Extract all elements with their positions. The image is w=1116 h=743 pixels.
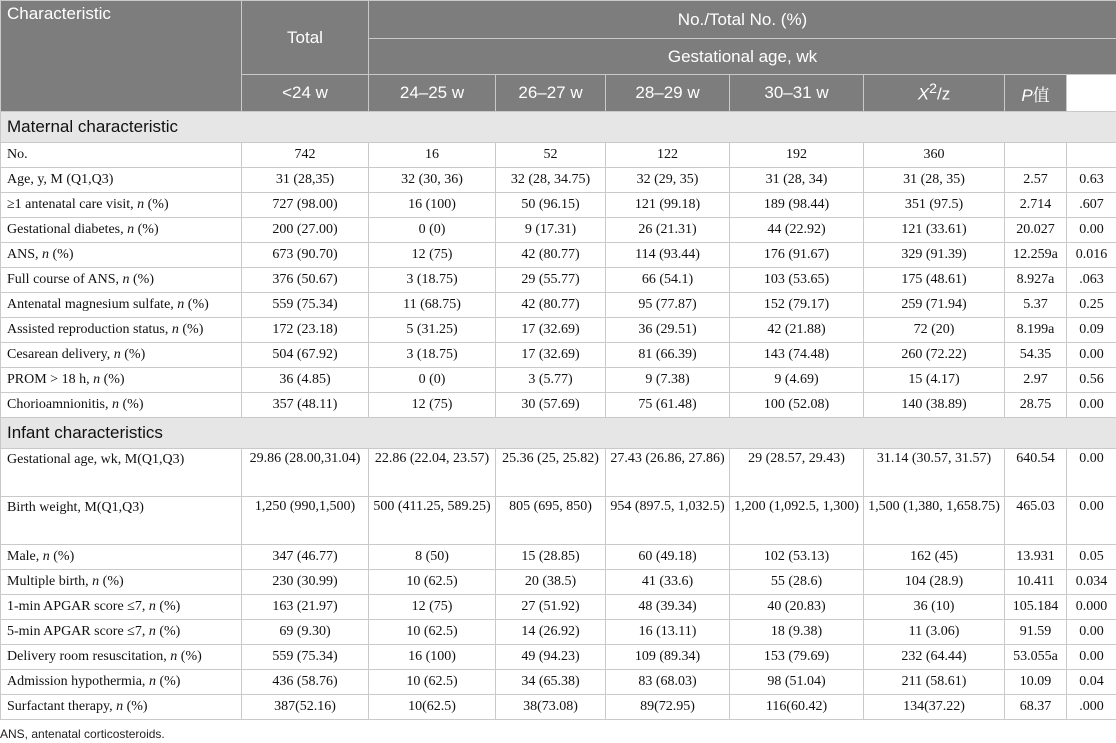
table-row: [1, 449, 1116, 497]
row-label-text: Male,: [7, 549, 43, 564]
table-cell: 32 (29, 35): [606, 168, 730, 193]
row-label: [1, 695, 242, 720]
table-cell: 192: [730, 143, 864, 168]
row-label-suffix: (%): [155, 599, 181, 614]
table-cell: 9 (7.38): [606, 368, 730, 393]
table-cell: 3 (18.75): [369, 343, 496, 368]
row-label-text: Admission hypothermia,: [7, 674, 149, 689]
table-row: [1, 497, 1116, 545]
table-cell: 232 (64.44): [864, 645, 1005, 670]
table-cell: 10 (62.5): [369, 620, 496, 645]
row-label: [1, 293, 242, 318]
table-cell: 0 (0): [369, 218, 496, 243]
table-row: [1, 143, 1116, 168]
table-cell: 100 (52.08): [730, 393, 864, 418]
table-cell: 29 (55.77): [496, 268, 606, 293]
table-cell: 2.97: [1005, 368, 1067, 393]
table-row: [1, 570, 1116, 595]
table-cell: 189 (98.44): [730, 193, 864, 218]
p-suffix: 值: [1032, 85, 1050, 105]
table-body: [1, 112, 1116, 720]
table-cell: 12 (75): [369, 595, 496, 620]
table-cell: 5 (31.25): [369, 318, 496, 343]
table-cell: 16: [369, 143, 496, 168]
row-label: [1, 670, 242, 695]
row-label-suffix: (%): [119, 397, 144, 412]
table-cell: 172 (23.18): [242, 318, 369, 343]
table-cell: 10 (62.5): [369, 670, 496, 695]
table-row: [1, 293, 1116, 318]
table-cell: 20 (38.5): [496, 570, 606, 595]
table-cell: 0.63: [1067, 168, 1116, 193]
table-cell: 387(52.16): [242, 695, 369, 720]
table-row: [1, 368, 1116, 393]
row-label-text: 1-min APGAR score ≤7,: [7, 599, 149, 614]
table-row: [1, 268, 1116, 293]
table-cell: 60 (49.18): [606, 545, 730, 570]
section-row-maternal: [1, 112, 1116, 143]
table-cell: 9 (4.69): [730, 368, 864, 393]
table-cell: 32 (28, 34.75): [496, 168, 606, 193]
row-label-text: ≥1 antenatal care visit,: [7, 197, 138, 212]
row-label-text: Full course of ANS,: [7, 272, 123, 287]
table-cell: 72 (20): [864, 318, 1005, 343]
table-cell: 0.016: [1067, 243, 1116, 268]
table-cell: 2.714: [1005, 193, 1067, 218]
table-cell: 50 (96.15): [496, 193, 606, 218]
table-cell: 259 (71.94): [864, 293, 1005, 318]
table-cell: 1,200 (1,092.5, 1,300): [730, 497, 864, 545]
table-cell: 211 (58.61): [864, 670, 1005, 695]
row-label-suffix: (%): [134, 222, 159, 237]
table-cell: 163 (21.97): [242, 595, 369, 620]
table-cell: 0.00: [1067, 620, 1116, 645]
row-label-text: Surfactant therapy,: [7, 699, 117, 714]
table-cell: 3 (18.75): [369, 268, 496, 293]
table-cell: [1067, 143, 1116, 168]
row-label-text: Multiple birth,: [7, 574, 93, 589]
table-cell: 42 (21.88): [730, 318, 864, 343]
table-cell: 140 (38.89): [864, 393, 1005, 418]
row-label-suffix: (%): [120, 347, 146, 362]
table-cell: 805 (695, 850): [496, 497, 606, 545]
row-label-n: n: [177, 297, 185, 312]
table-row: [1, 695, 1116, 720]
row-label: [1, 368, 242, 393]
row-label: [1, 620, 242, 645]
table-cell: .607: [1067, 193, 1116, 218]
table-row: [1, 168, 1116, 193]
table-cell: 640.54: [1005, 449, 1067, 497]
table-cell: 436 (58.76): [242, 670, 369, 695]
table-header: [1, 1, 1116, 112]
row-label: [1, 497, 242, 545]
table-cell: 54.35: [1005, 343, 1067, 368]
row-label-n: n: [113, 347, 121, 362]
table-cell: 55 (28.6): [730, 570, 864, 595]
section-title-maternal: Maternal characteristic: [1, 112, 1116, 143]
table-cell: 16 (13.11): [606, 620, 730, 645]
table-cell: 12 (75): [369, 393, 496, 418]
table-cell: 357 (48.11): [242, 393, 369, 418]
table-cell: 69 (9.30): [242, 620, 369, 645]
row-label-text: 5-min APGAR score ≤7,: [7, 624, 149, 639]
header-col-chi: [864, 75, 1005, 112]
table-cell: 11 (3.06): [864, 620, 1005, 645]
table-cell: 500 (411.25, 589.25): [369, 497, 496, 545]
table-cell: 105.184: [1005, 595, 1067, 620]
row-label: [1, 645, 242, 670]
table-cell: 75 (61.48): [606, 393, 730, 418]
table-cell: 143 (74.48): [730, 343, 864, 368]
row-label: [1, 545, 242, 570]
table-cell: 954 (897.5, 1,032.5): [606, 497, 730, 545]
table-cell: 230 (30.99): [242, 570, 369, 595]
row-label-n: n: [171, 322, 179, 337]
table-cell: 17 (32.69): [496, 343, 606, 368]
table-cell: 34 (65.38): [496, 670, 606, 695]
row-label-suffix: (%): [129, 272, 154, 287]
table-cell: 68.37: [1005, 695, 1067, 720]
row-label-suffix: (%): [178, 322, 204, 337]
table-cell: 29.86 (28.00,31.04): [242, 449, 369, 497]
row-label-text: Delivery room resuscitation,: [7, 649, 171, 664]
table-cell: 10.09: [1005, 670, 1067, 695]
row-label: [1, 449, 242, 497]
table-cell: 0.25: [1067, 293, 1116, 318]
row-label-text: Age, y, M (Q1,Q3): [7, 172, 114, 187]
table-cell: 11 (68.75): [369, 293, 496, 318]
row-label-text: Gestational diabetes,: [7, 222, 128, 237]
table-cell: 36 (29.51): [606, 318, 730, 343]
table-cell: 0.00: [1067, 393, 1116, 418]
row-label-n: n: [92, 574, 100, 589]
table-cell: 465.03: [1005, 497, 1067, 545]
row-label-suffix: (%): [49, 247, 74, 262]
table-cell: 95 (77.87): [606, 293, 730, 318]
table-cell: 44 (22.92): [730, 218, 864, 243]
table-cell: 0.04: [1067, 670, 1116, 695]
row-label-suffix: (%): [100, 372, 125, 387]
table-cell: 742: [242, 143, 369, 168]
table-cell: 176 (91.67): [730, 243, 864, 268]
row-label-n: n: [42, 549, 50, 564]
table-cell: 504 (67.92): [242, 343, 369, 368]
table-cell: 53.055a: [1005, 645, 1067, 670]
table-row: [1, 645, 1116, 670]
table-cell: 347 (46.77): [242, 545, 369, 570]
table-footnote: ANS, antenatal corticosteroids.: [0, 727, 165, 741]
row-label-text: ANS,: [7, 247, 43, 262]
table-cell: 10(62.5): [369, 695, 496, 720]
table-row: [1, 343, 1116, 368]
row-label-suffix: (%): [123, 699, 148, 714]
header-col-lt24: <24 w: [242, 75, 369, 112]
row-label-suffix: (%): [184, 297, 209, 312]
table-cell: 3 (5.77): [496, 368, 606, 393]
row-label-text: Assisted reproduction status,: [7, 322, 172, 337]
table-cell: [1005, 143, 1067, 168]
table-cell: 14 (26.92): [496, 620, 606, 645]
row-label-suffix: (%): [49, 549, 75, 564]
row-label-suffix: (%): [155, 624, 181, 639]
table-cell: 31 (28, 35): [864, 168, 1005, 193]
table-cell: 81 (66.39): [606, 343, 730, 368]
table-row: [1, 318, 1116, 343]
row-label-text: Antenatal magnesium sulfate,: [7, 297, 178, 312]
header-characteristic: Characteristic: [1, 1, 242, 112]
table-cell: 31 (28, 34): [730, 168, 864, 193]
table-cell: 0.09: [1067, 318, 1116, 343]
row-label-text: PROM > 18 h,: [7, 372, 94, 387]
table-cell: 2.57: [1005, 168, 1067, 193]
row-label: [1, 595, 242, 620]
table-cell: .063: [1067, 268, 1116, 293]
row-label: [1, 168, 242, 193]
table-cell: 22.86 (22.04, 23.57): [369, 449, 496, 497]
row-label: [1, 218, 242, 243]
table-cell: 116(60.42): [730, 695, 864, 720]
table-cell: 25.36 (25, 25.82): [496, 449, 606, 497]
row-label-n: n: [148, 674, 156, 689]
table-cell: 200 (27.00): [242, 218, 369, 243]
table-cell: 36 (4.85): [242, 368, 369, 393]
row-label-n: n: [137, 197, 145, 212]
row-label-n: n: [42, 247, 50, 262]
header-col-24-25: 24–25 w: [369, 75, 496, 112]
header-col-26-27: 26–27 w: [496, 75, 606, 112]
table-cell: 122: [606, 143, 730, 168]
row-label-n: n: [127, 222, 135, 237]
table-cell: 27.43 (26.86, 27.86): [606, 449, 730, 497]
table-cell: 559 (75.34): [242, 293, 369, 318]
row-label: [1, 343, 242, 368]
row-label: [1, 393, 242, 418]
row-label-n: n: [148, 599, 156, 614]
table-cell: 91.59: [1005, 620, 1067, 645]
row-label-text: Cesarean delivery,: [7, 347, 114, 362]
table-cell: 162 (45): [864, 545, 1005, 570]
chi-tail: /z: [936, 84, 951, 104]
table-cell: 0.00: [1067, 645, 1116, 670]
table-cell: 10 (62.5): [369, 570, 496, 595]
table-row: [1, 193, 1116, 218]
table-cell: 29 (28.57, 29.43): [730, 449, 864, 497]
table-cell: 0.00: [1067, 449, 1116, 497]
table-cell: 8 (50): [369, 545, 496, 570]
table-cell: 16 (100): [369, 645, 496, 670]
row-label: [1, 268, 242, 293]
row-label-suffix: (%): [144, 197, 169, 212]
table-cell: 16 (100): [369, 193, 496, 218]
row-label-suffix: (%): [177, 649, 202, 664]
table-cell: 1,250 (990,1,500): [242, 497, 369, 545]
table-cell: 5.37: [1005, 293, 1067, 318]
chi-symbol: X: [917, 84, 930, 104]
table-cell: 66 (54.1): [606, 268, 730, 293]
table-cell: 1,500 (1,380, 1,658.75): [864, 497, 1005, 545]
table-cell: 0.00: [1067, 497, 1116, 545]
row-label: [1, 143, 242, 168]
table-cell: 98 (51.04): [730, 670, 864, 695]
table-cell: 40 (20.83): [730, 595, 864, 620]
chi-superscript: 2: [929, 81, 937, 98]
table-cell: 38(73.08): [496, 695, 606, 720]
table-row: [1, 595, 1116, 620]
table-cell: 15 (4.17): [864, 368, 1005, 393]
table-row: [1, 218, 1116, 243]
table-cell: 153 (79.69): [730, 645, 864, 670]
table-cell: 8.927a: [1005, 268, 1067, 293]
section-title-infant: Infant characteristics: [1, 418, 1116, 449]
table-cell: 559 (75.34): [242, 645, 369, 670]
table-cell: 10.411: [1005, 570, 1067, 595]
table-cell: 260 (72.22): [864, 343, 1005, 368]
table-cell: 41 (33.6): [606, 570, 730, 595]
table-row: [1, 670, 1116, 695]
table-cell: 0.00: [1067, 343, 1116, 368]
table-cell: 104 (28.9): [864, 570, 1005, 595]
table-cell: 28.75: [1005, 393, 1067, 418]
table-row: [1, 620, 1116, 645]
table-cell: 49 (94.23): [496, 645, 606, 670]
table-cell: 0.034: [1067, 570, 1116, 595]
row-label: [1, 243, 242, 268]
table-cell: 0.00: [1067, 218, 1116, 243]
row-label-n: n: [93, 372, 101, 387]
row-label-n: n: [148, 624, 156, 639]
header-col-p: [1005, 75, 1067, 112]
table-cell: 109 (89.34): [606, 645, 730, 670]
table-cell: 727 (98.00): [242, 193, 369, 218]
table-cell: 134(37.22): [864, 695, 1005, 720]
table-cell: 103 (53.65): [730, 268, 864, 293]
table-cell: 30 (57.69): [496, 393, 606, 418]
table-cell: 0.56: [1067, 368, 1116, 393]
table-cell: 121 (33.61): [864, 218, 1005, 243]
row-label-text: Chorioamnionitis,: [7, 397, 112, 412]
table-cell: 26 (21.31): [606, 218, 730, 243]
table-cell: 15 (28.85): [496, 545, 606, 570]
table-row: [1, 545, 1116, 570]
table-cell: 9 (17.31): [496, 218, 606, 243]
table-cell: 83 (68.03): [606, 670, 730, 695]
row-label: [1, 193, 242, 218]
row-label: [1, 570, 242, 595]
table-cell: 27 (51.92): [496, 595, 606, 620]
table-cell: 0.05: [1067, 545, 1116, 570]
row-label-text: Birth weight, M(Q1,Q3): [7, 500, 144, 515]
table-cell: 13.931: [1005, 545, 1067, 570]
row-label-n: n: [112, 397, 119, 412]
table-row: [1, 243, 1116, 268]
section-row-infant: [1, 418, 1116, 449]
row-label: [1, 318, 242, 343]
table-cell: 351 (97.5): [864, 193, 1005, 218]
table-cell: 152 (79.17): [730, 293, 864, 318]
table-cell: 360: [864, 143, 1005, 168]
table-cell: 376 (50.67): [242, 268, 369, 293]
table-cell: 121 (99.18): [606, 193, 730, 218]
table-cell: .000: [1067, 695, 1116, 720]
table-cell: 329 (91.39): [864, 243, 1005, 268]
header-group-title: No./Total No. (%): [369, 1, 1116, 39]
table-cell: 89(72.95): [606, 695, 730, 720]
row-label-n: n: [170, 649, 178, 664]
row-label-n: n: [116, 699, 124, 714]
table-cell: 102 (53.13): [730, 545, 864, 570]
table-cell: 52: [496, 143, 606, 168]
table-cell: 17 (32.69): [496, 318, 606, 343]
table-cell: 36 (10): [864, 595, 1005, 620]
table-cell: 12.259a: [1005, 243, 1067, 268]
header-total: Total: [242, 1, 369, 75]
row-label-suffix: (%): [155, 674, 181, 689]
row-label-suffix: (%): [99, 574, 124, 589]
table-cell: 42 (80.77): [496, 243, 606, 268]
row-label-n: n: [122, 272, 130, 287]
table-cell: 31.14 (30.57, 31.57): [864, 449, 1005, 497]
table-cell: 48 (39.34): [606, 595, 730, 620]
table-cell: 175 (48.61): [864, 268, 1005, 293]
table-cell: 42 (80.77): [496, 293, 606, 318]
header-col-30-31: 30–31 w: [730, 75, 864, 112]
table-cell: 0 (0): [369, 368, 496, 393]
table-cell: 114 (93.44): [606, 243, 730, 268]
table-cell: 20.027: [1005, 218, 1067, 243]
row-label-text: Gestational age, wk, M(Q1,Q3): [7, 452, 185, 467]
table-cell: 12 (75): [369, 243, 496, 268]
table-cell: 673 (90.70): [242, 243, 369, 268]
table-cell: 32 (30, 36): [369, 168, 496, 193]
header-col-28-29: 28–29 w: [606, 75, 730, 112]
table-cell: 8.199a: [1005, 318, 1067, 343]
table-cell: 18 (9.38): [730, 620, 864, 645]
table-cell: 31 (28,35): [242, 168, 369, 193]
table-row: [1, 393, 1116, 418]
header-subgroup-title: Gestational age, wk: [369, 39, 1116, 75]
table-cell: 0.000: [1067, 595, 1116, 620]
p-symbol: P: [1021, 85, 1033, 105]
row-label-text: No.: [7, 147, 28, 162]
